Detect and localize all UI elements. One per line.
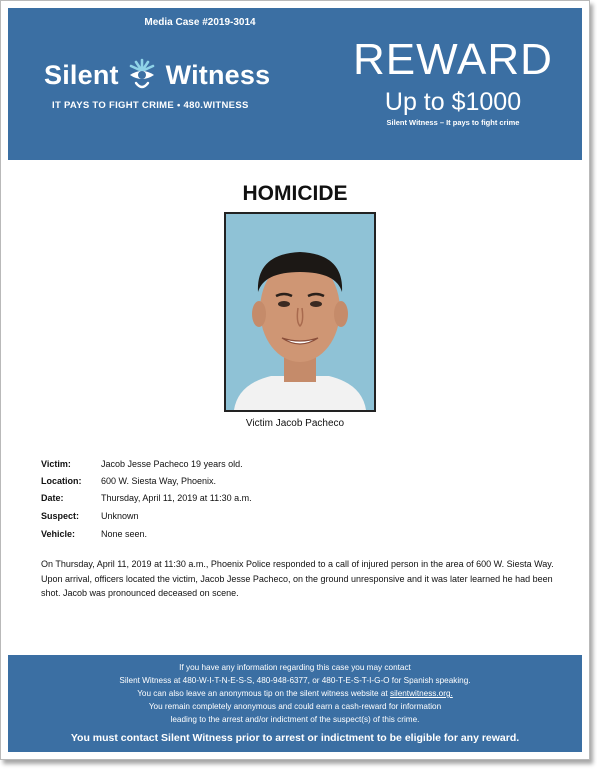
victim-photo: [224, 212, 376, 412]
detail-value: Jacob Jesse Pacheco 19 years old.: [101, 459, 243, 469]
crime-type-heading: HOMICIDE: [242, 182, 348, 205]
logo-word-left: Silent: [44, 59, 119, 90]
case-number: Media Case #2019-3014: [144, 17, 256, 28]
footer-phone-numbers: Silent Witness at 480-W-I-T-N-E-S-S, 480-948-6377, or 480-T-E-S-T-I-G-O for Spanish speaking.: [119, 676, 471, 685]
detail-value: 600 W. Siesta Way, Phoenix.: [101, 476, 217, 486]
detail-label: Location:: [41, 476, 82, 486]
silent-witness-logo: [44, 58, 270, 98]
footer-website-text: You can also leave an anonymous tip on the silent witness website at: [137, 689, 390, 698]
footer-indictment-line: leading to the arrest and/or indictment of the suspect(s) of this crime.: [170, 715, 420, 724]
case-narrative: On Thursday, April 11, 2019 at 11:30 a.m., Phoenix Police responded to a call of injured person in the area of 600 W. Siesta Way. Upon arrival, officers located the victim, Jacob Jesse Pacheco, on the ground unresponsive and it was later learned he had been shot. Jacob was pronounced deceased on scene.: [41, 559, 554, 598]
photo-caption: Victim Jacob Pacheco: [245, 418, 345, 429]
eye-emblem-icon: [127, 58, 157, 92]
logo-word-right: Witness: [165, 59, 271, 90]
reward-amount: Up to $1000: [384, 88, 522, 116]
detail-value: Thursday, April 11, 2019 at 11:30 a.m.: [101, 493, 252, 503]
reward-subtitle: Silent Witness – It pays to fight crime: [386, 118, 520, 127]
detail-value: Unknown: [101, 511, 139, 521]
detail-label: Vehicle:: [41, 529, 76, 539]
detail-value: None seen.: [101, 529, 148, 539]
header-banner: [8, 8, 582, 160]
footer-website-line: [8, 689, 582, 698]
victim-portrait-image: [226, 214, 374, 410]
website-link[interactable]: silentwitness.org.: [389, 689, 453, 698]
footer-anonymous-line: You remain completely anonymous and could earn a cash-reward for information: [148, 702, 442, 711]
tagline: IT PAYS TO FIGHT CRIME • 480.WITNESS: [52, 100, 249, 111]
footer-banner: [8, 655, 582, 752]
detail-label: Suspect:: [41, 511, 80, 521]
detail-label: Victim:: [41, 459, 71, 469]
footer-eligibility-notice: You must contact Silent Witness prior to arrest or indictment to be eligible for any reward.: [70, 732, 520, 744]
footer-contact-intro: If you have any information regarding this case you may contact: [179, 663, 411, 672]
detail-label: Date:: [41, 493, 64, 503]
reward-title: REWARD: [353, 35, 553, 84]
